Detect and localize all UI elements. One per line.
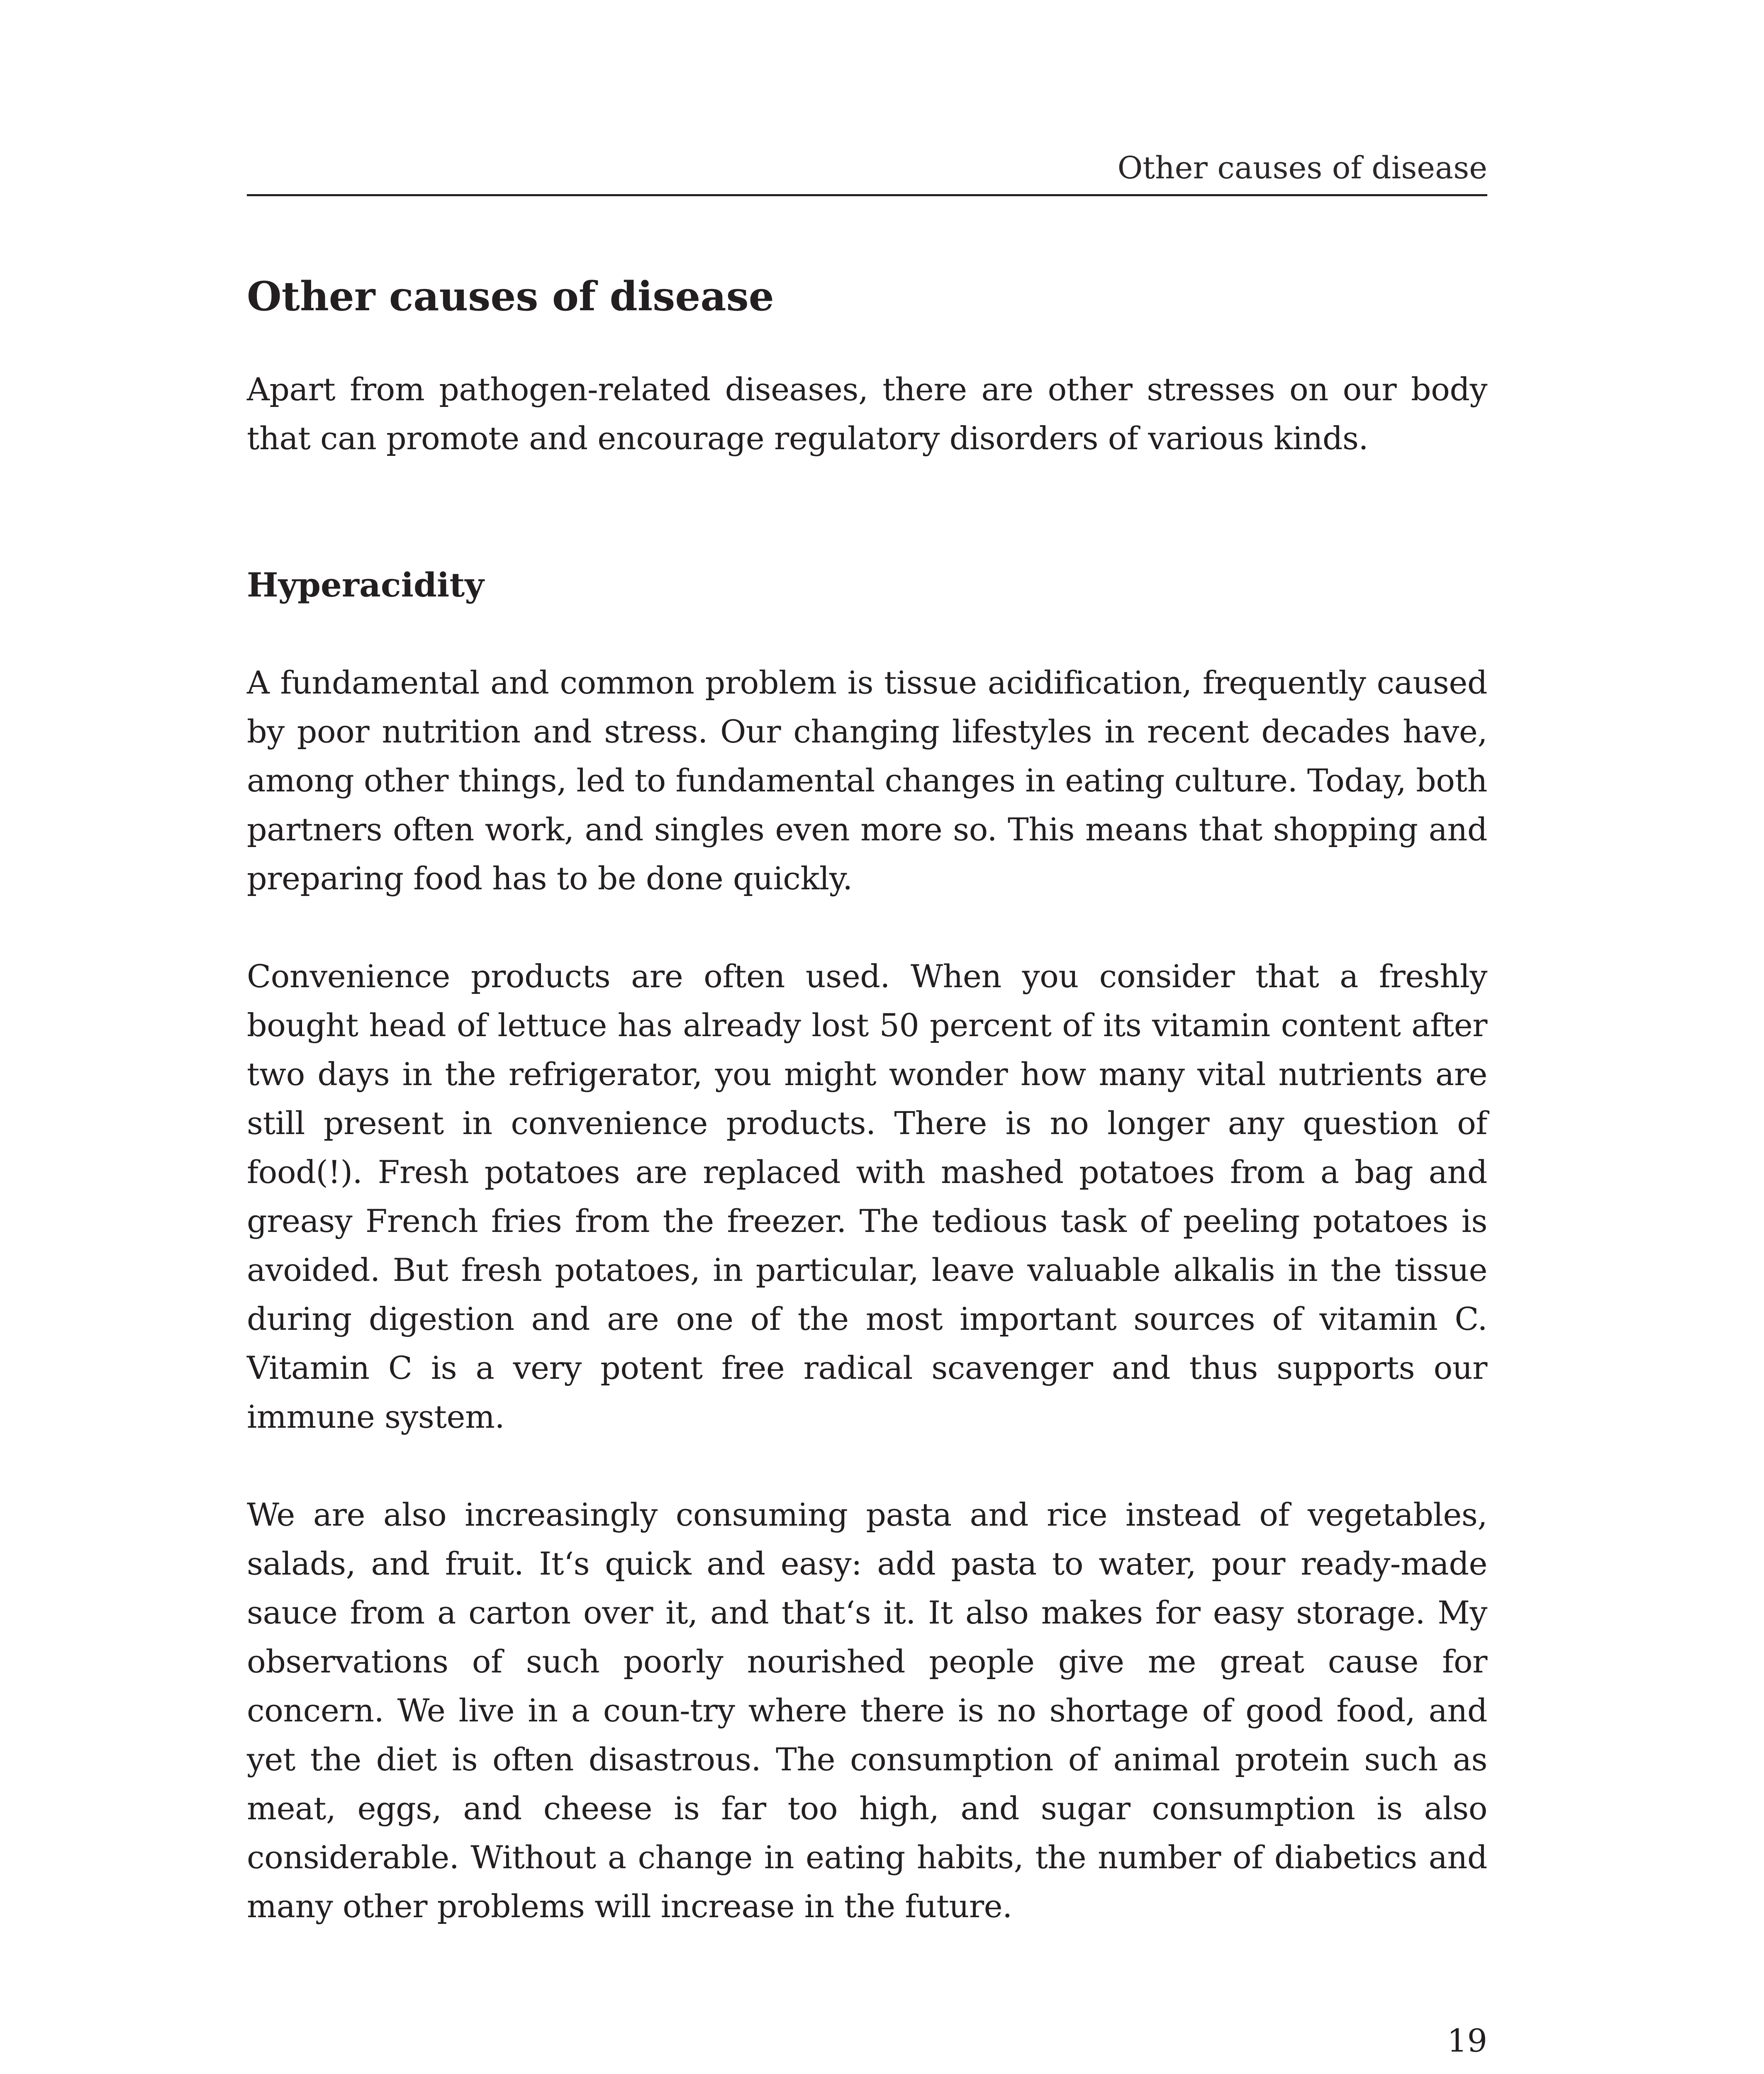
running-header: Other causes of disease	[1117, 150, 1487, 186]
page-number: 19	[1447, 2022, 1487, 2059]
header-rule	[247, 194, 1487, 196]
body-paragraph: A fundamental and common problem is tissue acidification, frequently caused by poor nutrition and stress. Our changing lifestyles in recent decades have, among other things, led to fundamental changes in eating culture. Today, both partners often work, and singles even more so. This means that shopping and preparing food has to be done quickly.	[247, 664, 1487, 897]
page-content	[247, 265, 1487, 1931]
section-title: Hyperacidity	[247, 565, 484, 604]
chapter-title: Other causes of disease	[247, 273, 774, 320]
intro-paragraph: Apart from pathogen-related diseases, there are other stresses on our body that can promote and encourage regulatory disorders of various kinds.	[247, 371, 1487, 457]
body-paragraph: We are also increasingly consuming pasta and rice instead of vegetables, salads, and fruit. It‘s quick and easy: add pasta to water, pour ready-made sauce from a carton over it, and that‘s it. It also makes for easy storage. My observations of such poorly nourished people give me great cause for concern. We live in a coun-try where there is no shortage of good food, and yet the diet is often disastrous. The consumption of animal protein such as meat, eggs, and cheese is far too high, and sugar consumption is also considerable. Without a change in eating habits, the number of diabetics and many other problems will increase in the future.	[247, 1496, 1487, 1925]
body-paragraph: Convenience products are often used. When you consider that a freshly bought head of lettuce has already lost 50 percent of its vitamin content after two days in the refrigerator, you might wonder how many vital nutrients are still present in convenience products. There is no longer any question of food(!). Fresh potatoes are replaced with mashed potatoes from a bag and greasy French fries from the freezer. The tedious task of peeling potatoes is avoided. But fresh potatoes, in particular, leave valuable alkalis in the tissue during digestion and are one of the most important sources of vitamin C. Vitamin C is a very potent free radical scavenger and thus supports our immune system.	[247, 958, 1487, 1435]
